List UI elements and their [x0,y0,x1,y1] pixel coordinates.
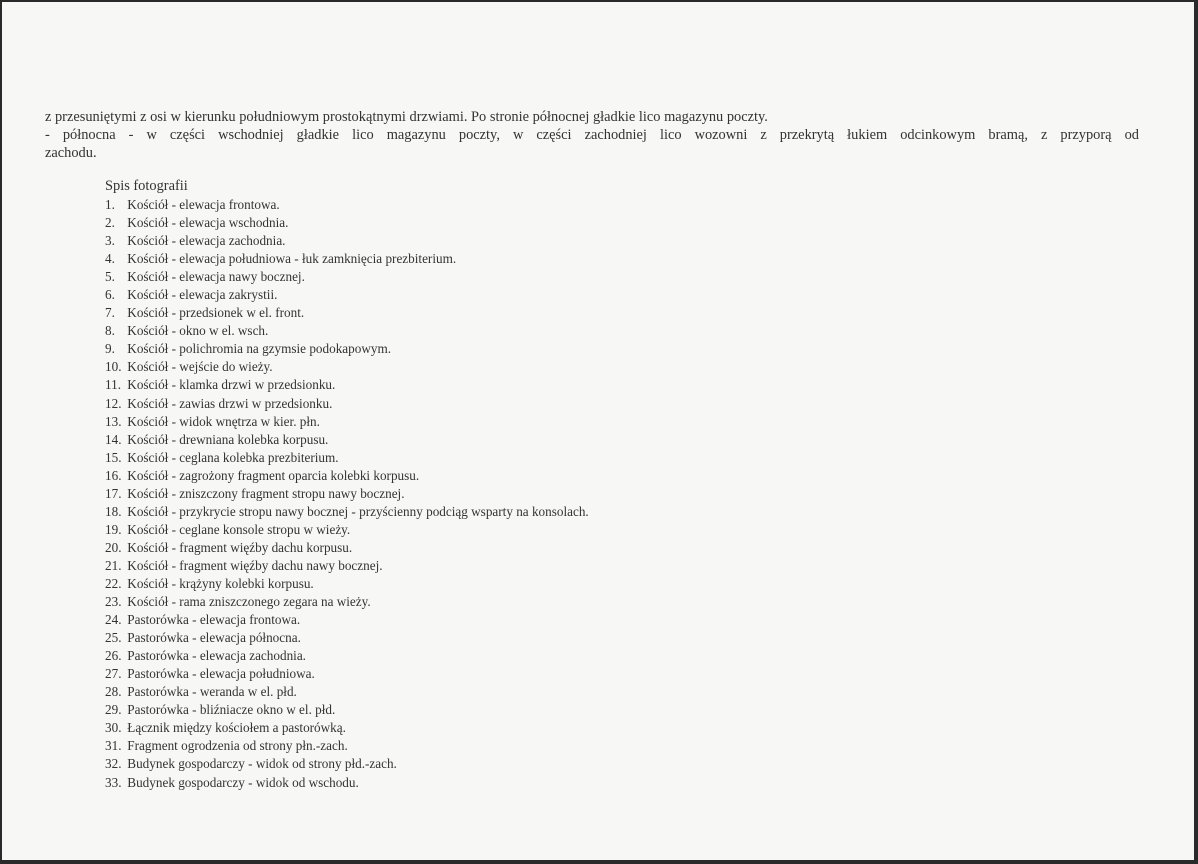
list-item [105,665,589,683]
list-item [105,304,589,322]
description-paragraph [45,108,1139,162]
list-item-number: 16. [105,467,122,483]
list-item [105,539,589,557]
list-item [105,629,589,647]
list-item [105,268,589,286]
list-item [105,593,589,611]
list-item-text: Kościół - rama zniszczonego zegara na wieży. [127,594,371,610]
list-item-text: Kościół - przykrycie stropu nawy bocznej - przyścienny podciąg wsparty na konsolach. [127,503,589,519]
list-item-text: Kościół - elewacja zachodnia. [127,233,286,249]
list-item-number: 23. [105,594,122,610]
list-item [105,413,589,431]
list-item-text: Kościół - okno w el. wsch. [127,323,269,339]
list-item-text: Pastorówka - elewacja północna. [127,630,301,646]
list-item-text: Kościół - ceglana kolebka prezbiterium. [127,449,339,465]
list-item-number: 6. [105,287,115,303]
list-item-number: 31. [105,738,122,754]
list-item-number: 9. [105,341,115,357]
list-item-number: 29. [105,702,122,718]
list-item-number: 8. [105,323,115,339]
list-item-text: Pastorówka - elewacja południowa. [127,666,315,682]
list-item-text: Fragment ogrodzenia od strony płn.-zach. [127,738,348,754]
list-item-text: Kościół - drewniana kolebka korpusu. [127,431,329,447]
list-item-text: Kościół - elewacja wschodnia. [127,215,289,231]
list-item [105,431,589,449]
list-item-text: Kościół - zniszczony fragment stropu nawy bocznej. [127,485,405,501]
list-item-number: 33. [105,774,122,790]
photo-list [105,177,589,792]
list-item [105,755,589,773]
list-item-text: Łącznik między kościołem a pastorówką. [127,720,346,736]
list-item-number: 32. [105,756,122,772]
list-item [105,557,589,575]
list-item-text: Kościół - ceglane konsole stropu w wieży. [127,521,351,537]
photo-list-heading: Spis fotografii [105,178,188,194]
list-item-number: 18. [105,503,122,519]
list-item-text: Pastorówka - weranda w el. płd. [127,684,297,700]
list-item [105,340,589,358]
list-item-number: 15. [105,449,122,465]
list-item-number: 10. [105,359,122,375]
list-item-text: Kościół - wejście do wieży. [127,359,273,375]
list-item-text: Kościół - elewacja nawy bocznej. [127,269,305,285]
list-item-text: Kościół - klamka drzwi w przedsionku. [127,377,336,393]
list-item-number: 24. [105,612,122,628]
list-item [105,737,589,755]
list-item [105,395,589,413]
list-item-number: 19. [105,521,122,537]
list-item [105,521,589,539]
list-item-text: Pastorówka - elewacja frontowa. [127,612,301,628]
list-item [105,449,589,467]
list-item-text: Kościół - fragment więźby dachu korpusu. [127,539,353,555]
list-item [105,575,589,593]
list-item [105,250,589,268]
list-item-number: 5. [105,269,115,285]
list-item-text: Budynek gospodarczy - widok od strony płd.-zach. [127,756,397,772]
list-item [105,196,589,214]
list-item-text: Pastorówka - bliźniacze okno w el. płd. [127,702,336,718]
list-item-text: Kościół - elewacja zakrystii. [127,287,278,303]
list-item [105,286,589,304]
list-item-number: 11. [105,377,121,393]
list-item [105,719,589,737]
document-page [2,2,1194,860]
list-item [105,611,589,629]
list-item-number: 2. [105,215,115,231]
photo-list-items [105,196,589,792]
list-item-number: 13. [105,413,122,429]
list-item-number: 20. [105,539,122,555]
list-item-number: 7. [105,305,115,321]
paragraph-line: zachodu. [45,145,97,161]
paragraph-line: - północna - w części wschodniej gładkie lico magazynu poczty, w części zachodniej lico wozowni z przekrytą łukiem odcinkowym bramą, z przyporą od [45,127,1139,143]
list-item-text: Kościół - widok wnętrza w kier. płn. [127,413,320,429]
list-item-number: 28. [105,684,122,700]
list-item-text: Kościół - fragment więźby dachu nawy bocznej. [127,557,383,573]
list-item-number: 14. [105,431,122,447]
list-item [105,774,589,792]
list-item-number: 26. [105,648,122,664]
list-item [105,358,589,376]
list-item-text: Kościół - zawias drzwi w przedsionku. [127,395,333,411]
list-item-text: Kościół - polichromia na gzymsie podokapowym. [127,341,391,357]
list-item-text: Kościół - zagrożony fragment oparcia kolebki korpusu. [127,467,420,483]
list-item [105,503,589,521]
list-item-text: Kościół - elewacja południowa - łuk zamknięcia prezbiterium. [127,251,457,267]
list-item [105,232,589,250]
list-item-number: 3. [105,233,115,249]
list-item-number: 25. [105,630,122,646]
list-item-text: Kościół - elewacja frontowa. [127,197,280,212]
list-item-number: 30. [105,720,122,736]
list-item [105,647,589,665]
list-item-number: 22. [105,575,122,591]
list-item-number: 12. [105,395,122,411]
list-item-text: Pastorówka - elewacja zachodnia. [127,648,306,664]
list-item-number: 1. [105,197,115,212]
list-item-number: 4. [105,251,115,267]
list-item [105,467,589,485]
list-item [105,214,589,232]
list-item-number: 21. [105,557,122,573]
list-item-text: Budynek gospodarczy - widok od wschodu. [127,774,359,790]
list-item [105,485,589,503]
list-item [105,701,589,719]
list-item [105,322,589,340]
list-item-number: 17. [105,485,122,501]
list-item [105,376,589,394]
list-item [105,683,589,701]
paragraph-line: z przesuniętymi z osi w kierunku południowym prostokątnymi drzwiami. Po stronie północnej gładkie lico magazynu poczty. [45,109,768,125]
list-item-text: Kościół - przedsionek w el. front. [127,305,305,321]
list-item-text: Kościół - krążyny kolebki korpusu. [127,575,314,591]
list-item-number: 27. [105,666,122,682]
